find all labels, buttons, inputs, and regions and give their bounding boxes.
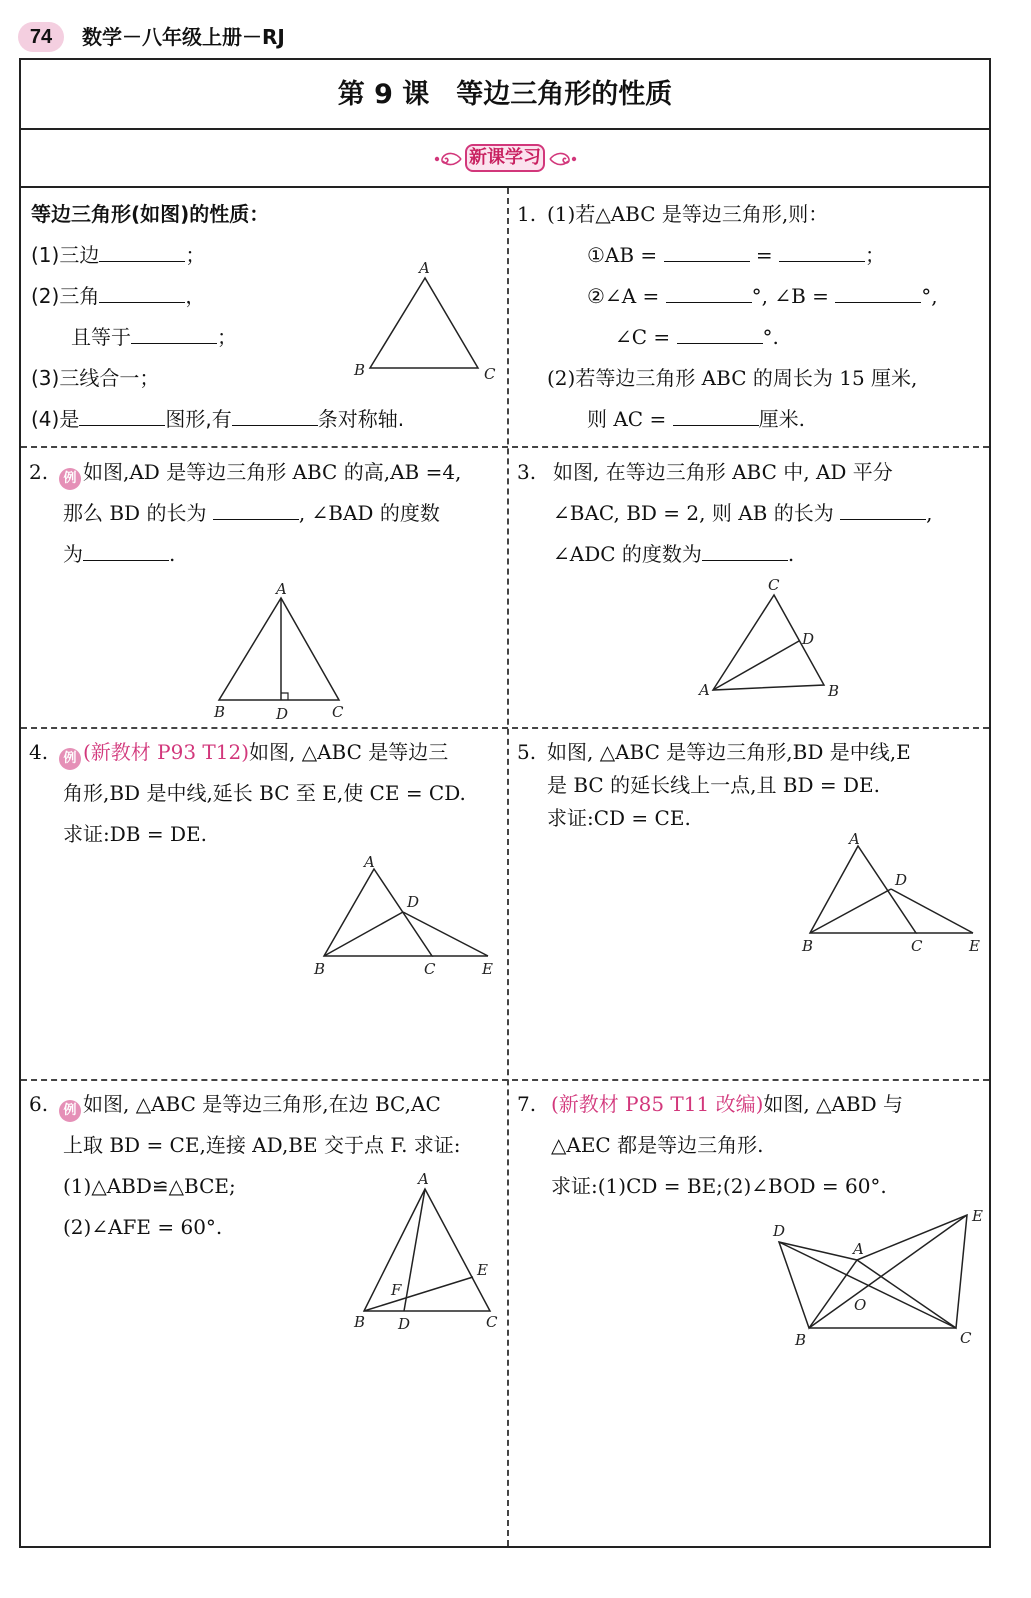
section-banner <box>433 142 578 176</box>
point-label: A <box>419 259 430 277</box>
question-text: 如图, 在等边三角形 ABC 中, AD 平分 <box>553 460 893 484</box>
textbook-reference: (新教材 P85 T11 改编) <box>551 1092 764 1116</box>
point-label: D <box>276 705 289 720</box>
point-label: C <box>486 1313 498 1331</box>
punct: . <box>787 542 795 566</box>
figure-props-triangle <box>346 255 496 385</box>
question-text: (1)若△ABC 是等边三角形,则： <box>547 202 829 226</box>
item-text: 如图, △ABC 是等边三角形,在边 BC,AC <box>83 1092 441 1116</box>
page-number: 74 <box>18 22 64 52</box>
property-item <box>71 317 237 358</box>
question-number: 2. <box>29 460 49 484</box>
item-text: 图形,有 <box>165 407 232 431</box>
figure-q6 <box>346 1165 506 1335</box>
question-text: 求证:DB = DE. <box>63 822 207 846</box>
question-number: 3. <box>517 460 537 484</box>
answer-blank[interactable] <box>702 538 788 561</box>
point-label: E <box>969 937 980 955</box>
point-label: A <box>849 830 860 848</box>
point-label: B <box>354 1313 366 1331</box>
answer-blank[interactable] <box>232 403 318 426</box>
segment-de <box>403 912 488 956</box>
figure-q4 <box>306 855 506 985</box>
answer-blank[interactable] <box>840 497 926 520</box>
right-angle-mark <box>281 693 288 700</box>
item-text: 如图, △ABD 与 <box>763 1092 904 1116</box>
question-text <box>553 534 794 575</box>
page-header <box>0 0 1031 58</box>
item-text: (4)是 <box>31 407 80 431</box>
properties-heading: 等边三角形(如图)的性质： <box>31 202 270 226</box>
question-text: 角形,BD 是中线,延长 BC 至 E,使 CE = CD. <box>63 781 466 805</box>
question-number: 6. <box>29 1092 49 1116</box>
item-text: 为 <box>63 542 83 566</box>
answer-blank[interactable] <box>213 497 299 520</box>
point-label: D <box>895 871 908 889</box>
point-label: E <box>477 1261 488 1279</box>
question-text <box>587 276 938 317</box>
point-label: C <box>960 1329 972 1347</box>
answer-blank[interactable] <box>131 321 217 344</box>
item-text: (1)三边 <box>31 243 100 267</box>
point-label: B <box>828 682 840 700</box>
lesson-title: 第 9 课 等边三角形的性质 <box>21 60 989 130</box>
point-label: E <box>972 1207 983 1225</box>
segment-be <box>364 1277 473 1311</box>
question-text <box>59 452 461 493</box>
example-badge: 例 <box>59 1100 81 1122</box>
point-label: C <box>484 365 496 383</box>
question-number: 1. <box>517 202 537 226</box>
question-text: (2)∠AFE = 60°. <box>63 1215 223 1239</box>
property-item: (3)三线合一； <box>31 366 160 390</box>
figure-q7 <box>761 1200 991 1360</box>
triangle-aec <box>857 1215 967 1328</box>
property-item <box>31 399 404 440</box>
triangle-shape <box>219 598 339 700</box>
item-text: 且等于 <box>71 325 131 349</box>
point-label: B <box>214 703 226 720</box>
question-text <box>59 732 448 773</box>
punct: ； <box>185 243 206 267</box>
item-text: 厘米. <box>758 407 805 431</box>
question-text: 上取 BD = CE,连接 AD,BE 交于点 F. 求证: <box>63 1133 461 1157</box>
question-text: (2)若等边三角形 ABC 的周长为 15 厘米, <box>547 366 918 390</box>
answer-blank[interactable] <box>666 280 752 303</box>
punct: . <box>169 542 176 566</box>
textbook-reference: (新教材 P93 T12) <box>83 740 250 764</box>
left-ornament-icon <box>433 148 463 170</box>
triangle-abd <box>779 1242 857 1328</box>
triangle-shape <box>324 869 432 956</box>
answer-blank[interactable] <box>677 321 763 344</box>
question-text: (1)△ABD≌△BCE; <box>63 1174 236 1198</box>
item-text: = <box>755 243 773 267</box>
point-label: D <box>773 1222 786 1240</box>
item-text: (2)三角 <box>31 284 100 308</box>
answer-blank[interactable] <box>83 538 169 561</box>
question-text <box>553 493 932 534</box>
triangle-shape <box>364 1189 490 1311</box>
question-text <box>587 399 805 440</box>
banner-label: 新课学习 <box>465 144 545 172</box>
point-label: D <box>407 893 420 911</box>
point-label: O <box>854 1296 867 1314</box>
punct: °. <box>762 325 779 349</box>
answer-blank[interactable] <box>664 239 750 262</box>
punct: ； <box>217 325 237 349</box>
item-text: 条对称轴. <box>317 407 405 431</box>
answer-blank[interactable] <box>99 239 185 262</box>
triangle-shape <box>370 278 478 368</box>
item-text: 则 AC = <box>587 407 667 431</box>
item-text: ②∠A = <box>587 284 660 308</box>
question-text: 如图, △ABC 是等边三角形,BD 是中线,E <box>547 740 911 764</box>
question-text: △AEC 都是等边三角形. <box>551 1133 764 1157</box>
item-text: 如图, △ABC 是等边三 <box>249 740 449 764</box>
point-label: B <box>354 361 366 379</box>
question-text <box>59 1084 441 1125</box>
point-label: D <box>802 630 815 648</box>
question-number: 4. <box>29 740 49 764</box>
point-label: B <box>802 937 814 955</box>
point-label: B <box>314 960 326 978</box>
answer-blank[interactable] <box>779 239 865 262</box>
question-text <box>63 534 175 575</box>
item-text: ∠ADC 的度数为 <box>553 542 702 566</box>
item-text: ∠BAC, BD = 2, 则 AB 的长为 <box>553 501 834 525</box>
question-text: 求证:CD = CE. <box>547 806 691 830</box>
point-label: A <box>364 855 375 871</box>
punct: , <box>926 501 933 525</box>
item-text: 如图,AD 是等边三角形 ABC 的高,AB =4, <box>83 460 462 484</box>
right-ornament-icon <box>548 148 578 170</box>
example-badge: 例 <box>59 748 81 770</box>
question-number: 5. <box>517 740 537 764</box>
row-divider <box>21 446 989 448</box>
triangle-shape <box>810 846 916 933</box>
subject-line: 数学－八年级上册－RJ <box>82 25 285 49</box>
punct: ； <box>865 243 886 267</box>
answer-blank[interactable] <box>79 403 165 426</box>
punct: ， <box>185 284 206 308</box>
question-number: 7. <box>517 1092 537 1116</box>
point-label: C <box>332 703 344 720</box>
item-text: 那么 BD 的长为 <box>63 501 207 525</box>
point-label: C <box>768 576 780 594</box>
point-label: D <box>398 1315 411 1333</box>
bisector-line <box>713 641 799 690</box>
property-item <box>31 235 205 276</box>
segment-de <box>891 889 973 933</box>
item-text: °, ∠B = <box>751 284 829 308</box>
figure-q5 <box>796 830 996 960</box>
figure-q3-triangle <box>691 575 851 705</box>
banner-bar <box>21 130 989 188</box>
point-label: B <box>795 1331 807 1349</box>
point-label: A <box>418 1170 429 1188</box>
segment-be <box>809 1215 967 1328</box>
point-label: F <box>391 1281 402 1299</box>
point-label: A <box>699 681 710 699</box>
answer-blank[interactable] <box>673 403 759 426</box>
figure-q2-triangle <box>206 580 356 720</box>
item-text: ∠C = <box>615 325 671 349</box>
row-divider <box>21 1079 989 1081</box>
question-text: 求证:(1)CD = BE;(2)∠BOD = 60°. <box>551 1174 887 1198</box>
answer-blank[interactable] <box>99 280 185 303</box>
property-item <box>31 276 205 317</box>
column-divider <box>507 188 509 1546</box>
question-text <box>615 317 779 358</box>
question-1 <box>517 194 987 444</box>
point-label: C <box>911 937 923 955</box>
example-badge: 例 <box>59 468 81 490</box>
answer-blank[interactable] <box>835 280 921 303</box>
question-text <box>63 493 440 534</box>
worksheet-frame <box>19 58 991 1548</box>
item-text: ①AB = <box>587 243 658 267</box>
point-label: E <box>482 960 493 978</box>
point-label: C <box>424 960 436 978</box>
punct: °, <box>921 284 938 308</box>
row-divider <box>21 727 989 729</box>
question-text <box>587 235 885 276</box>
point-label: A <box>276 580 287 598</box>
point-label: A <box>853 1240 864 1258</box>
question-text: 是 BC 的延长线上一点,且 BD = DE. <box>547 773 880 797</box>
question-text <box>551 1084 903 1125</box>
item-text: , ∠BAD 的度数 <box>298 501 440 525</box>
